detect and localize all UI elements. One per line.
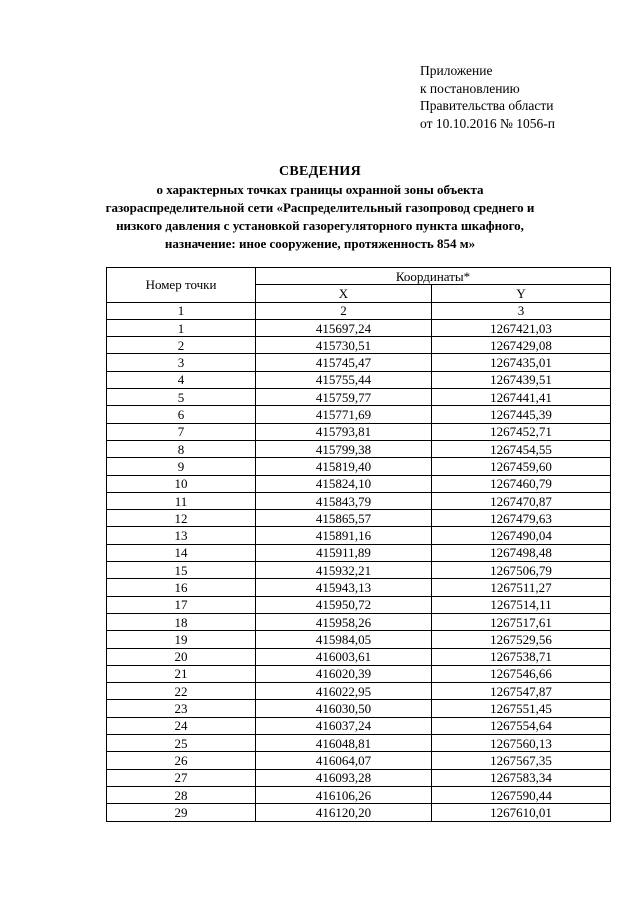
point-number-cell: 19 bbox=[107, 631, 256, 648]
y-coordinate-cell: 1267452,71 bbox=[432, 423, 611, 440]
x-coordinate-cell: 416003,61 bbox=[256, 648, 432, 665]
y-coordinate-cell: 1267439,51 bbox=[432, 371, 611, 388]
appendix-date-line: от 10.10.2016 № 1056-п bbox=[420, 115, 555, 131]
x-coordinate-cell: 415865,57 bbox=[256, 510, 432, 527]
point-number-cell: 16 bbox=[107, 579, 256, 596]
table-row bbox=[107, 406, 611, 423]
document-title bbox=[100, 163, 540, 253]
point-number-cell: 26 bbox=[107, 752, 256, 769]
table-row bbox=[107, 475, 611, 492]
title-subtitle-line: низкого давления с установкой газорегуляторного пункта шкафного, bbox=[116, 218, 524, 233]
title-subtitle-line: о характерных точках границы охранной зоны объекта bbox=[156, 182, 484, 197]
table-row bbox=[107, 735, 611, 752]
table-row bbox=[107, 631, 611, 648]
x-coordinate-cell: 415891,16 bbox=[256, 527, 432, 544]
x-coordinate-cell: 416037,24 bbox=[256, 717, 432, 734]
column-index: 3 bbox=[432, 302, 611, 319]
y-coordinate-cell: 1267429,08 bbox=[432, 337, 611, 354]
point-number-cell: 15 bbox=[107, 562, 256, 579]
table-row bbox=[107, 527, 611, 544]
y-coordinate-cell: 1267506,79 bbox=[432, 562, 611, 579]
y-coordinate-cell: 1267529,56 bbox=[432, 631, 611, 648]
y-coordinate-cell: 1267610,01 bbox=[432, 804, 611, 821]
column-index: 2 bbox=[256, 302, 432, 319]
table-row bbox=[107, 579, 611, 596]
y-coordinate-cell: 1267538,71 bbox=[432, 648, 611, 665]
y-coordinate-cell: 1267460,79 bbox=[432, 475, 611, 492]
x-coordinate-cell: 415730,51 bbox=[256, 337, 432, 354]
point-number-cell: 6 bbox=[107, 406, 256, 423]
point-number-cell: 5 bbox=[107, 389, 256, 406]
y-coordinate-cell: 1267459,60 bbox=[432, 458, 611, 475]
x-coordinate-cell: 415911,89 bbox=[256, 544, 432, 561]
title-main: СВЕДЕНИЯ bbox=[278, 164, 362, 179]
point-number-cell: 25 bbox=[107, 735, 256, 752]
table-row bbox=[107, 440, 611, 457]
table-row bbox=[107, 423, 611, 440]
header-x: X bbox=[256, 285, 432, 302]
x-coordinate-cell: 415819,40 bbox=[256, 458, 432, 475]
point-number-cell: 21 bbox=[107, 665, 256, 682]
point-number-cell: 18 bbox=[107, 613, 256, 630]
table-row bbox=[107, 648, 611, 665]
table-row bbox=[107, 613, 611, 630]
point-number-cell: 28 bbox=[107, 786, 256, 803]
y-coordinate-cell: 1267470,87 bbox=[432, 492, 611, 509]
x-coordinate-cell: 415843,79 bbox=[256, 492, 432, 509]
table-row bbox=[107, 492, 611, 509]
point-number-cell: 3 bbox=[107, 354, 256, 371]
x-coordinate-cell: 416020,39 bbox=[256, 665, 432, 682]
x-coordinate-cell: 415958,26 bbox=[256, 613, 432, 630]
x-coordinate-cell: 416030,50 bbox=[256, 700, 432, 717]
point-number-cell: 10 bbox=[107, 475, 256, 492]
table-row bbox=[107, 337, 611, 354]
y-coordinate-cell: 1267498,48 bbox=[432, 544, 611, 561]
table-row bbox=[107, 354, 611, 371]
table-row bbox=[107, 562, 611, 579]
point-number-cell: 29 bbox=[107, 804, 256, 821]
column-index-row bbox=[107, 302, 611, 319]
x-coordinate-cell: 416093,28 bbox=[256, 769, 432, 786]
y-coordinate-cell: 1267554,64 bbox=[432, 717, 611, 734]
x-coordinate-cell: 415745,47 bbox=[256, 354, 432, 371]
point-number-cell: 22 bbox=[107, 683, 256, 700]
point-number-cell: 14 bbox=[107, 544, 256, 561]
table-row bbox=[107, 389, 611, 406]
y-coordinate-cell: 1267490,04 bbox=[432, 527, 611, 544]
header-point-number: Номер точки bbox=[107, 268, 256, 303]
table-row bbox=[107, 700, 611, 717]
x-coordinate-cell: 416022,95 bbox=[256, 683, 432, 700]
x-coordinate-cell: 415932,21 bbox=[256, 562, 432, 579]
x-coordinate-cell: 415755,44 bbox=[256, 371, 432, 388]
x-coordinate-cell: 415824,10 bbox=[256, 475, 432, 492]
y-coordinate-cell: 1267479,63 bbox=[432, 510, 611, 527]
y-coordinate-cell: 1267560,13 bbox=[432, 735, 611, 752]
point-number-cell: 23 bbox=[107, 700, 256, 717]
y-coordinate-cell: 1267454,55 bbox=[432, 440, 611, 457]
point-number-cell: 2 bbox=[107, 337, 256, 354]
table-row bbox=[107, 596, 611, 613]
point-number-cell: 7 bbox=[107, 423, 256, 440]
point-number-cell: 4 bbox=[107, 371, 256, 388]
y-coordinate-cell: 1267421,03 bbox=[432, 319, 611, 336]
x-coordinate-cell: 415759,77 bbox=[256, 389, 432, 406]
appendix-line: к постановлению bbox=[420, 80, 520, 96]
column-index: 1 bbox=[107, 302, 256, 319]
table-row bbox=[107, 717, 611, 734]
appendix-line: Приложение bbox=[420, 63, 493, 78]
y-coordinate-cell: 1267567,35 bbox=[432, 752, 611, 769]
point-number-cell: 17 bbox=[107, 596, 256, 613]
y-coordinate-cell: 1267514,11 bbox=[432, 596, 611, 613]
appendix-block bbox=[420, 62, 555, 132]
header-y: Y bbox=[432, 285, 611, 302]
x-coordinate-cell: 415950,72 bbox=[256, 596, 432, 613]
y-coordinate-cell: 1267511,27 bbox=[432, 579, 611, 596]
point-number-cell: 24 bbox=[107, 717, 256, 734]
y-coordinate-cell: 1267583,34 bbox=[432, 769, 611, 786]
appendix-line: Правительства области bbox=[420, 98, 554, 113]
table-row bbox=[107, 510, 611, 527]
table-row bbox=[107, 683, 611, 700]
title-subtitle-line: назначение: иное сооружение, протяженность 854 м» bbox=[164, 236, 476, 251]
table-row bbox=[107, 319, 611, 336]
x-coordinate-cell: 416106,26 bbox=[256, 786, 432, 803]
point-number-cell: 11 bbox=[107, 492, 256, 509]
header-coordinates: Координаты* bbox=[256, 268, 611, 285]
y-coordinate-cell: 1267546,66 bbox=[432, 665, 611, 682]
point-number-cell: 8 bbox=[107, 440, 256, 457]
point-number-cell: 1 bbox=[107, 319, 256, 336]
x-coordinate-cell: 415697,24 bbox=[256, 319, 432, 336]
y-coordinate-cell: 1267517,61 bbox=[432, 613, 611, 630]
table-row bbox=[107, 752, 611, 769]
y-coordinate-cell: 1267547,87 bbox=[432, 683, 611, 700]
x-coordinate-cell: 415793,81 bbox=[256, 423, 432, 440]
y-coordinate-cell: 1267445,39 bbox=[432, 406, 611, 423]
table-row bbox=[107, 804, 611, 821]
table-row bbox=[107, 544, 611, 561]
title-subtitle-line: газораспределительной сети «Распределительный газопровод среднего и bbox=[105, 200, 535, 215]
table-row bbox=[107, 786, 611, 803]
y-coordinate-cell: 1267435,01 bbox=[432, 354, 611, 371]
x-coordinate-cell: 416048,81 bbox=[256, 735, 432, 752]
y-coordinate-cell: 1267551,45 bbox=[432, 700, 611, 717]
point-number-cell: 13 bbox=[107, 527, 256, 544]
x-coordinate-cell: 415771,69 bbox=[256, 406, 432, 423]
y-coordinate-cell: 1267441,41 bbox=[432, 389, 611, 406]
table-row bbox=[107, 665, 611, 682]
table-row bbox=[107, 371, 611, 388]
coordinates-table bbox=[106, 267, 611, 822]
table-row bbox=[107, 769, 611, 786]
x-coordinate-cell: 416064,07 bbox=[256, 752, 432, 769]
y-coordinate-cell: 1267590,44 bbox=[432, 786, 611, 803]
x-coordinate-cell: 416120,20 bbox=[256, 804, 432, 821]
point-number-cell: 9 bbox=[107, 458, 256, 475]
x-coordinate-cell: 415984,05 bbox=[256, 631, 432, 648]
x-coordinate-cell: 415799,38 bbox=[256, 440, 432, 457]
table-row bbox=[107, 458, 611, 475]
point-number-cell: 27 bbox=[107, 769, 256, 786]
x-coordinate-cell: 415943,13 bbox=[256, 579, 432, 596]
point-number-cell: 20 bbox=[107, 648, 256, 665]
point-number-cell: 12 bbox=[107, 510, 256, 527]
